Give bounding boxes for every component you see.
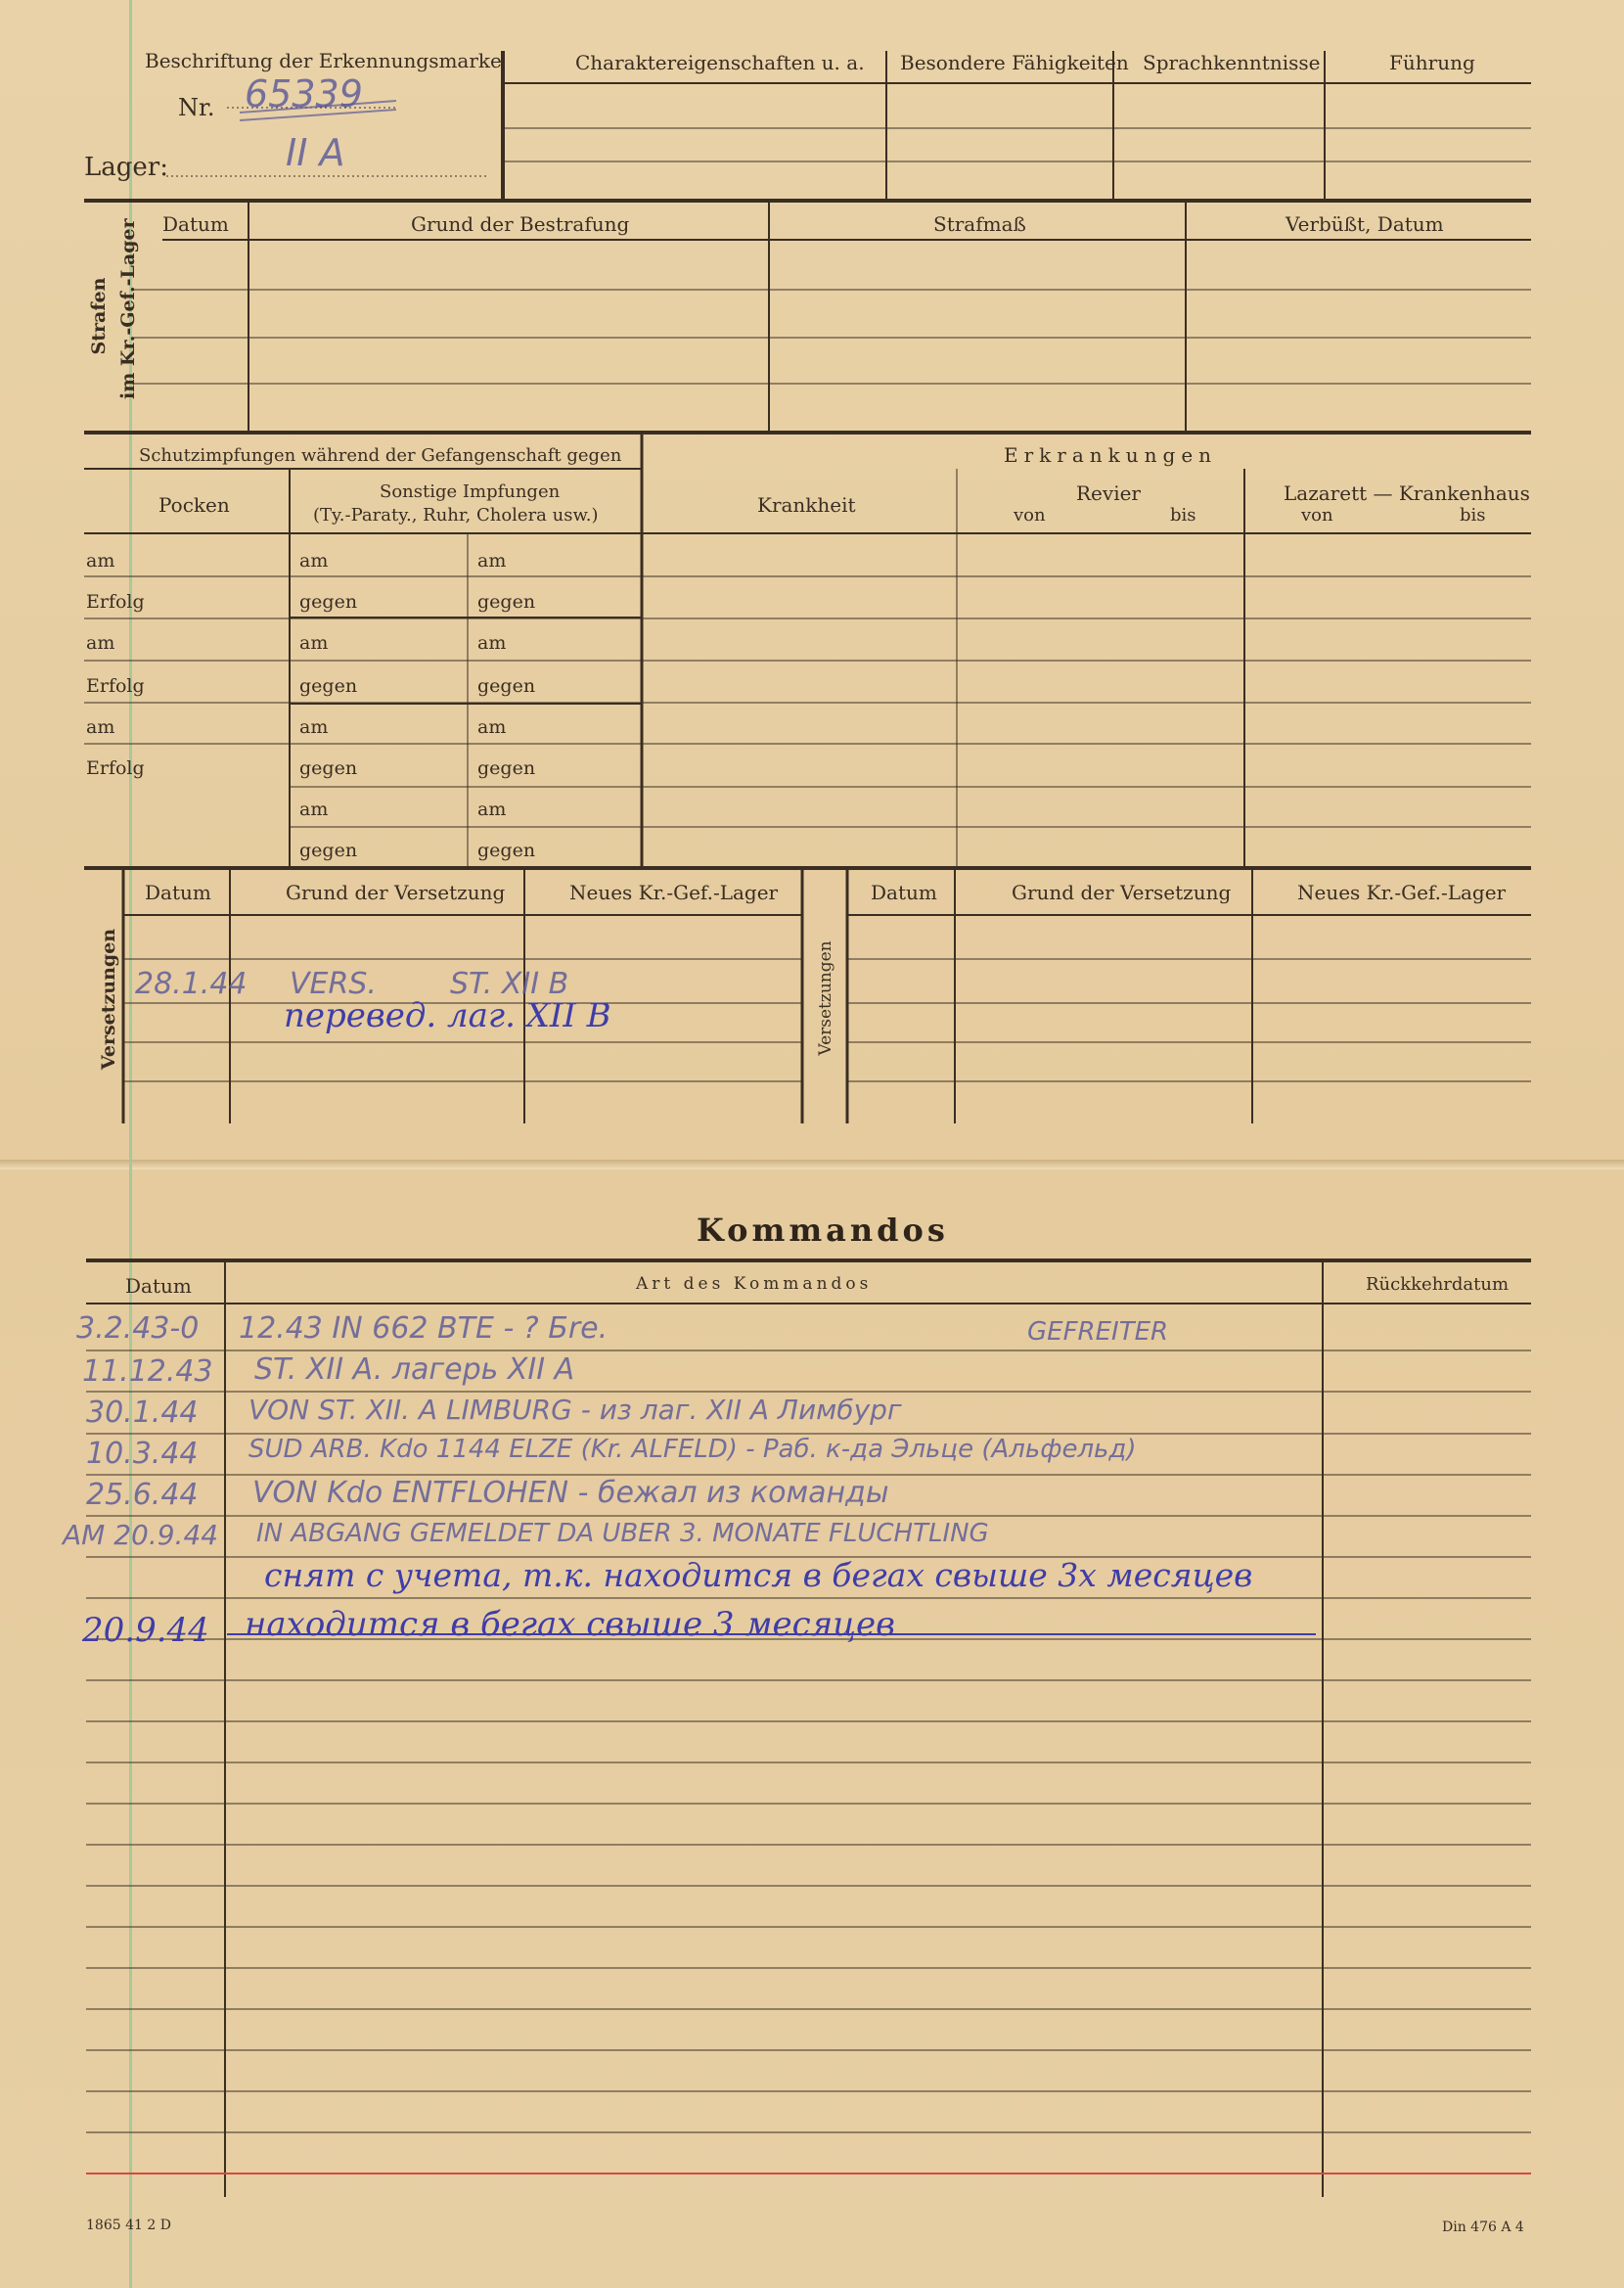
punishments-col-date: Datum — [162, 212, 229, 236]
punishments-col-measure: Strafmaß — [933, 212, 1026, 236]
vacc-row-erfolg-2: Erfolg — [86, 675, 145, 697]
vacc-cell: gegen — [477, 591, 536, 613]
illness-revier-von: von — [1014, 505, 1046, 526]
vacc-cell: am — [477, 550, 507, 572]
punishments-col-served: Verbüßt, Datum — [1286, 212, 1444, 236]
vacc-row-erfolg-3: Erfolg — [86, 757, 145, 779]
illness-lazarett-bis: bis — [1460, 505, 1486, 526]
kommando-date: AM 20.9.44 — [63, 1519, 219, 1551]
vacc-cell: gegen — [299, 757, 358, 779]
vacc-cell: gegen — [477, 840, 536, 861]
kommando-text: VON ST. XII. A LIMBURG - из лаг. XII A Лимбург — [248, 1394, 902, 1426]
vacc-cell: gegen — [477, 757, 536, 779]
nr-label: Nr. — [178, 94, 215, 121]
kommando-text: снят с учета, т.к. находится в бегах свыше 3х месяцев — [264, 1556, 1253, 1594]
kommando-text: SUD ARB. Kdo 1144 ELZE (Kr. ALFELD) - Раб. к-да Эльце (Альфельд) — [248, 1435, 1137, 1464]
vacc-cell: am — [299, 632, 329, 654]
vacc-cell: am — [299, 716, 329, 738]
vacc-row-am-2: am — [86, 632, 115, 654]
col-conduct: Führung — [1389, 51, 1475, 74]
kommando-text: VON Kdo ENTFLOHEN - бежал из команды — [252, 1476, 889, 1510]
kommando-date: 10.3.44 — [86, 1437, 199, 1471]
vacc-cell: gegen — [299, 675, 358, 697]
col-skills: Besondere Fähigkeiten — [900, 51, 1129, 74]
kommandos-col-date: Datum — [125, 1274, 192, 1298]
col-character: Charaktereigenschaften u. a. — [575, 51, 865, 74]
vacc-col-other: Sonstige Impfungen — [380, 481, 561, 502]
transfers-col-reason: Grund der Versetzung — [286, 881, 506, 904]
vacc-cell: gegen — [299, 840, 358, 861]
transfers-col-reason-right: Grund der Versetzung — [1012, 881, 1232, 904]
kommando-text: находится в бегах свыше 3 месяцев — [245, 1605, 895, 1644]
kommandos-title: Kommandos — [697, 1212, 949, 1249]
kommando-date: 3.2.43-0 — [76, 1311, 200, 1346]
tag-label: Beschriftung der Erkennungsmarke — [145, 49, 502, 72]
transfers-col-new-camp-right: Neues Kr.-Gef.-Lager — [1297, 881, 1507, 904]
vacc-cell: am — [477, 716, 507, 738]
kommando-text: IN ABGANG GEMELDET DA UBER 3. MONATE FLUCHTLING — [256, 1519, 989, 1548]
transfer-entry-date: 28.1.44 — [135, 967, 248, 1001]
kommando-date: 25.6.44 — [86, 1478, 199, 1512]
transfers-side-label-left: Versetzungen — [98, 928, 119, 1071]
kommando-date: 11.12.43 — [82, 1354, 213, 1389]
kommandos-col-type: Art des Kommandos — [636, 1274, 873, 1294]
illness-col-revier: Revier — [1076, 481, 1141, 505]
vacc-col-pocken: Pocken — [158, 493, 230, 517]
punishments-side-label-2: im Kr.-Gef.-Lager — [117, 218, 139, 399]
lager-value: II A — [286, 131, 345, 174]
kommando-date: 30.1.44 — [86, 1396, 199, 1430]
transfers-col-date: Datum — [145, 881, 211, 904]
punishments-col-reason: Grund der Bestrafung — [411, 212, 630, 236]
vacc-row-erfolg-1: Erfolg — [86, 591, 145, 613]
transfers-side-label-right: Versetzungen — [816, 940, 835, 1056]
illness-lazarett-von: von — [1301, 505, 1333, 526]
transfers-col-date-right: Datum — [871, 881, 937, 904]
transfer-entry-camp: ST. XII B — [450, 967, 569, 1001]
illness-col-disease: Krankheit — [757, 493, 856, 517]
vacc-cell: am — [477, 632, 507, 654]
vacc-cell: gegen — [477, 675, 536, 697]
illness-col-lazarett: Lazarett — Krankenhaus — [1284, 481, 1530, 505]
col-languages: Sprachkenntnisse — [1143, 51, 1321, 74]
illness-title: Erkrankungen — [1004, 443, 1218, 467]
vacc-cell: am — [477, 799, 507, 820]
illness-revier-bis: bis — [1170, 505, 1196, 526]
footer-form-number: 1865 41 2 D — [86, 2218, 171, 2233]
vacc-cell: am — [299, 799, 329, 820]
vacc-row-am-3: am — [86, 716, 115, 738]
lager-label: Lager: — [84, 153, 168, 182]
nr-value: 65339 — [245, 72, 363, 115]
kommandos-col-return: Rückkehrdatum — [1366, 1274, 1510, 1295]
vacc-cell: gegen — [299, 591, 358, 613]
kommando-date: 20.9.44 — [82, 1611, 209, 1650]
punishments-side-label-1: Strafen — [88, 277, 110, 355]
vacc-cell: am — [299, 550, 329, 572]
transfers-col-new-camp: Neues Kr.-Gef.-Lager — [569, 881, 779, 904]
vacc-col-other-sub: (Ty.-Paraty., Ruhr, Cholera usw.) — [313, 505, 599, 526]
kommando-text: 12.43 IN 662 BTE - ? Бre. — [239, 1311, 609, 1346]
transfer-entry-note: перевед. лаг. XII B — [284, 996, 611, 1035]
kommando-text: ST. XII A. лагерь XII A — [254, 1352, 575, 1387]
transfer-entry-reason: VERS. — [290, 967, 377, 1001]
footer-din-format: Din 476 A 4 — [1442, 2219, 1524, 2235]
vaccinations-title: Schutzimpfungen während der Gefangenschaft gegen — [139, 445, 622, 466]
kommando-extra: GEFREITER — [1027, 1317, 1169, 1347]
vacc-row-am-1: am — [86, 550, 115, 572]
